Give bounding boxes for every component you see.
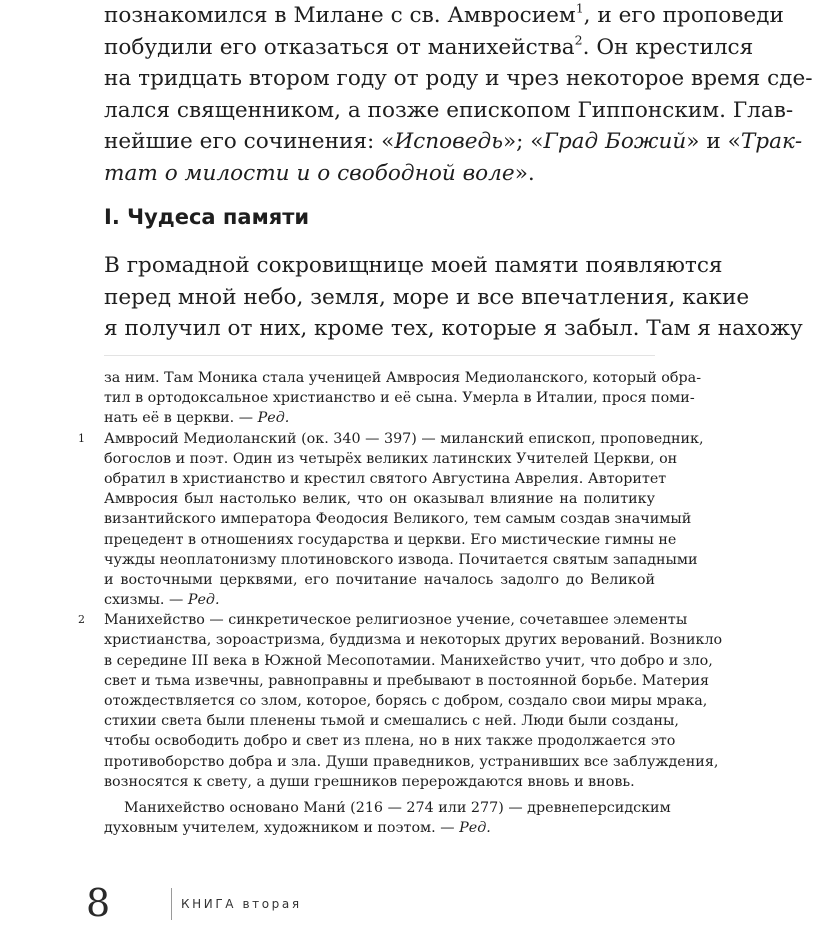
editor-mark: Ред. [187,592,220,609]
footnote-line: духовным учителем, художником и поэтом. — Ред. [104,820,491,837]
footnote-ref[interactable]: 2 [574,32,583,48]
footnote-line: чтобы освободить добро и свет из плена, но в них также продолжается это [104,733,676,750]
footnote-line: стихии света были пленены тьмой и смешались с ней. Люди были созданы, [104,713,679,730]
footnote-line: византийского императора Феодосия Великого, тем самым создав значимый [104,511,692,528]
footnote-ref[interactable]: 1 [575,0,584,16]
footnote-1 [78,429,704,611]
text-line: тат о милости и о свободной воле». [104,160,535,186]
footnote-line: нать её в церкви. — Ред. [104,410,290,427]
footnote-line: богослов и поэт. Один из четырёх великих латинских Учителей Церкви, он [104,450,678,467]
footnote-line: свет и тьма извечны, равноправны и пребывают в постоянной борьбе. Материя [104,672,710,689]
footnote-line: за ним. Там Моника стала ученицей Амвросия Медиоланского, который обра- [104,370,702,386]
footnote-divider [104,355,655,356]
book-label: КНИГА [181,897,237,911]
work-title-treatise: тат о милости и о свободной воле [104,160,515,186]
footnote-line: Манихейство — синкретическое религиозное учение, сочетавшее элементы [104,612,688,629]
text-line: нейшие его сочинения: «Исповедь»; «Град Божий» и «Трак- [104,129,803,155]
work-title-treatise: Трак- [740,129,803,155]
footnote-line: и восточными церквями, его почитание началось задолго до Великой [104,571,655,588]
footnote-line: Манихейство основано Мани́ (216 — 274 или 277) — древнеперсидским [124,799,671,816]
footnote-line: схизмы. — Ред. [104,592,220,609]
footnote-number: 1 [78,431,85,445]
footnote-line: противоборство добра и зла. Души праведников, устранивших все заблуждения, [104,753,719,770]
footnote-line: тил в ортодоксальное христианство и её сына. Умерла в Италии, прося поми- [104,390,695,407]
text-line: В громадной сокровищнице моей памяти появляются [104,253,723,278]
work-title-city-of-god: Град Божий [543,129,687,155]
footnote-line: отождествляется со злом, которое, борясь с добром, создало свои миры мрака, [104,693,708,709]
footnote-line: прецедент в отношениях государства и церкви. Его мистические гимны не [104,531,677,548]
footnote-2 [78,610,723,792]
memory-paragraph [104,250,803,345]
footnote-line: чужды неоплатонизму плотиновского извода. Почитается святым западными [104,551,698,568]
intro-paragraph [104,0,813,190]
page-number: 8 [86,881,111,925]
text-line: познакомился в Милане с св. Амвросием$^1$, и его проповеди [104,0,784,28]
text-line: перед мной небо, земля, море и все впечатления, какие [104,284,750,310]
editor-mark: Ред. [459,820,491,837]
footnote-line: Амвросий Медиоланский (ок. 340 — 397) — миланский епископ, проповедник, [104,430,704,447]
editor-mark: Ред. [257,410,290,427]
footnote-2-subparagraph [104,798,671,838]
footnotes [78,368,723,838]
footer-divider [171,888,172,920]
text-line: на тридцать втором году от роду и чрез некоторое время сде- [104,66,813,92]
section-heading: I. Чудеса памяти [104,205,310,229]
book-number: вторая [242,897,302,911]
text-line: лался священником, а позже епископом Гиппонским. Глав- [104,97,794,123]
footnote-line: в середине III века в Южной Месопотамии. Манихейство учит, что добро и зло, [104,652,713,669]
footnote-number: 2 [78,613,85,627]
footnote-line: обратил в христианство и крестил святого Августина Аврелия. Авторитет [104,470,667,487]
footnote-line: христианства, зороастризма, буддизма и некоторых других верований. Возникло [104,632,723,649]
text-line: побудили его отказаться от манихейства$^2$. Он крестился [104,32,754,60]
footnote-line: Амвросия был настолько велик, что он оказывал влияние на политику [104,491,655,508]
footnote-continuation [104,368,702,429]
text-line: я получил от них, кроме тех, которые я забыл. Там я нахожу [104,316,803,342]
work-title-confessions: Исповедь [394,129,503,155]
running-footer [181,897,302,911]
footnote-line: возносятся к свету, а души грешников перерождаются вновь и вновь. [104,773,635,790]
